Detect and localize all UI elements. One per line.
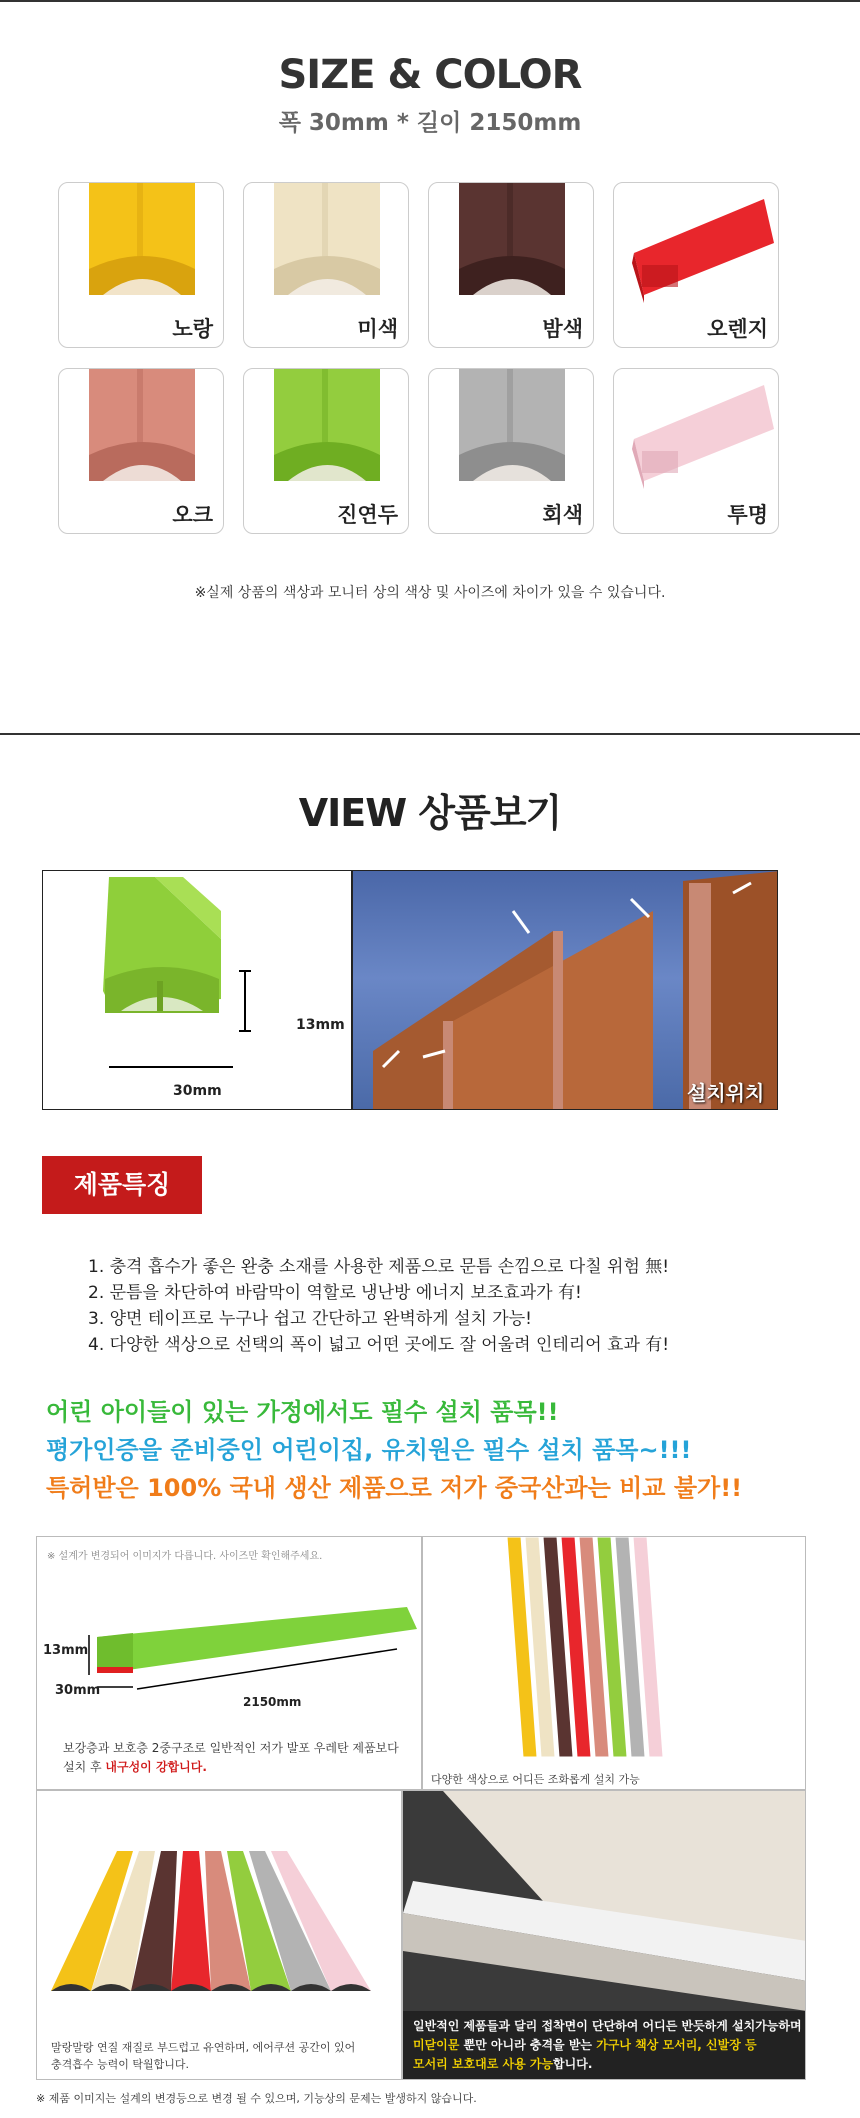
slogan-domestic: 특허받은 100% 국내 생산 제품으로 저가 중국산과는 비교 불가!!	[46, 1474, 743, 1502]
panel-height-label: 13mm	[43, 1643, 89, 1658]
colors-caption: 다양한 색상으로 어디든 조화롭게 설치 가능	[431, 1773, 640, 1786]
green-molding-illustration	[43, 871, 352, 1110]
color-swatch-label: 오렌지	[707, 317, 768, 341]
width-dimension-label: 30mm	[173, 1083, 222, 1099]
installation-location-image	[352, 870, 778, 1110]
color-disclaimer: ※실제 상품의 색상과 모니터 상의 색상 및 사이즈에 차이가 있을 수 있습니다.	[194, 585, 666, 601]
color-swatch-label: 밤색	[542, 317, 583, 341]
features-badge: 제품특징	[42, 1156, 202, 1214]
color-swatch-label: 진연두	[337, 503, 398, 527]
color-swatch	[58, 368, 224, 534]
panel-width-label: 30mm	[55, 1683, 101, 1698]
color-swatch	[58, 182, 224, 348]
panel-structure	[36, 1536, 422, 1790]
color-swatch-label: 미색	[357, 317, 398, 341]
panel-corner-protector	[402, 1790, 806, 2080]
fanned-moldings-illustration	[37, 1791, 402, 2031]
corner-installation-photo	[403, 1791, 806, 2011]
corner-protector-description: 일반적인 제품들과 달리 접착면이 단단하여 어디든 반듯하게 설치가능하며 미닫이문 뿐만 아니라 충격을 받는 가구나 책상 모서리, 신발장 등 모서리 보호대로 사용 가능합니다.	[413, 2019, 802, 2071]
slogan-kindergarten: 평가인증을 준비중인 어린이집, 유치원은 필수 설치 품목~!!!	[46, 1436, 692, 1464]
panel-length-label: 2150mm	[243, 1695, 302, 1709]
feature-item: 2. 문틈을 차단하여 바람막이 역할로 냉난방 에너지 보조효과가 有!	[88, 1283, 582, 1303]
structure-description: 보강층과 보호층 2중구조로 일반적인 저가 발포 우레탄 제품보다 설치 후 내구성이 강합니다.	[63, 1741, 399, 1774]
panel-soft-material	[36, 1790, 402, 2080]
color-swatch-label: 오크	[172, 503, 213, 527]
view-title: VIEW 상품보기	[298, 791, 562, 835]
door-installation-illustration	[353, 871, 778, 1110]
size-color-title: SIZE & COLOR	[278, 52, 582, 98]
panel-colors	[422, 1536, 806, 1790]
color-swatch	[613, 368, 779, 534]
install-location-label: 설치위치	[687, 1081, 765, 1105]
color-strips-illustration	[423, 1537, 806, 1767]
color-swatch-label: 노랑	[172, 317, 213, 341]
color-swatch-label: 회색	[542, 503, 583, 527]
color-swatch-label: 투명	[727, 503, 768, 527]
color-swatch	[243, 368, 409, 534]
color-swatch	[613, 182, 779, 348]
design-change-note: ※ 설계가 변경되어 이미지가 다릅니다. 사이즈만 확인해주세요.	[47, 1551, 323, 1562]
slogan-home: 어린 아이들이 있는 가정에서도 필수 설치 품목!!	[46, 1398, 559, 1426]
size-subtitle: 폭 30mm * 길이 2150mm	[278, 110, 582, 136]
features-list	[88, 1254, 669, 1358]
feature-item: 4. 다양한 색상으로 선택의 폭이 넓고 어떤 곳에도 잘 어울려 인테리어 효과 有!	[88, 1335, 670, 1355]
color-swatch	[243, 182, 409, 348]
feature-item: 1. 충격 흡수가 좋은 완충 소재를 사용한 제품으로 문틈 손낌으로 다칠 위험 無!	[88, 1257, 670, 1277]
color-swatch	[428, 368, 594, 534]
footer-note: ※ 제품 이미지는 설계의 변경등으로 변경 될 수 있으며, 기능상의 문제는 발생하지 않습니다.	[36, 2092, 477, 2105]
height-dimension-label: 13mm	[296, 1017, 345, 1033]
feature-item: 3. 양면 테이프로 누구나 쉽고 간단하고 완벽하게 설치 가능!	[88, 1309, 532, 1329]
color-swatch	[428, 182, 594, 348]
color-swatch-grid	[58, 182, 780, 534]
section-divider	[0, 733, 860, 735]
top-divider	[0, 0, 860, 2]
long-molding-illustration	[37, 1537, 422, 1737]
product-dimension-image	[42, 870, 352, 1110]
soft-material-description: 말랑말랑 연질 재질로 부드럽고 유연하며, 에어쿠션 공간이 있어 충격흡수 능력이 탁월합니다.	[51, 2041, 356, 2071]
